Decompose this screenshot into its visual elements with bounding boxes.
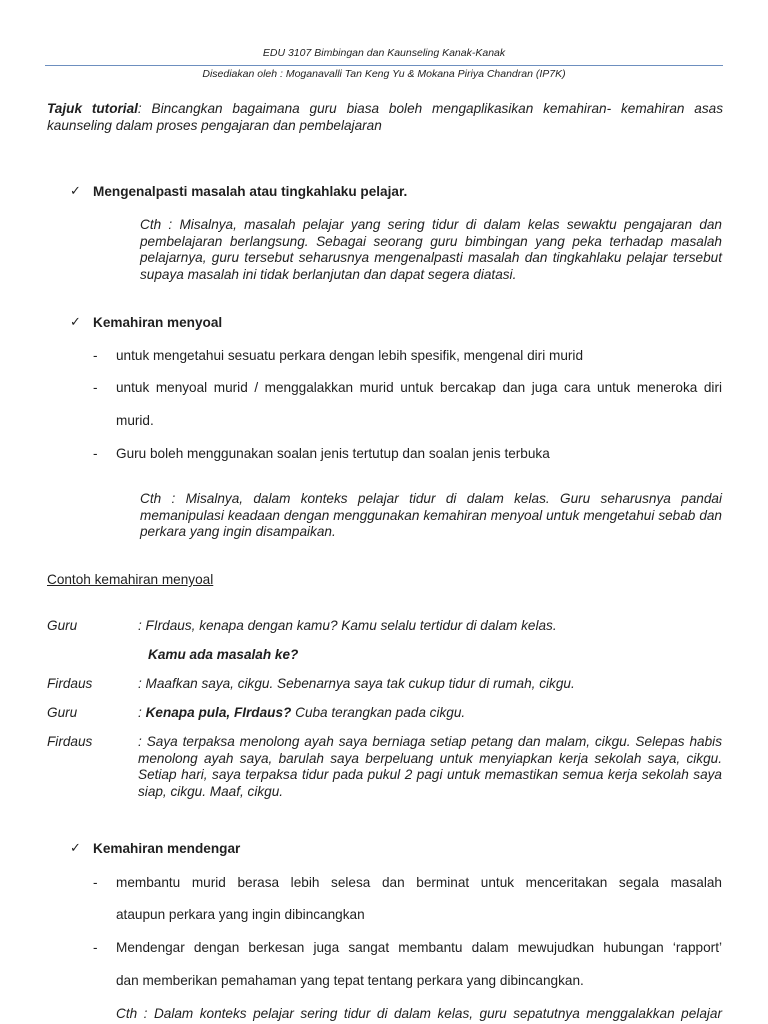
section-heading-menyoal: Kemahiran menyoal	[93, 315, 223, 330]
dialogue-line: : Maafkan saya, cikgu. Sebenarnya saya tak cukup tidur di rumah, cikgu.	[138, 676, 575, 691]
dash-bullet: -	[93, 446, 98, 461]
dialogue-line: : FIrdaus, kenapa dengan kamu? Kamu selalu tertidur di dalam kelas.	[138, 618, 557, 633]
course-header: EDU 3107 Bimbingan dan Kaunseling Kanak-Kanak	[262, 47, 506, 59]
list-item: Guru boleh menggunakan soalan jenis tertutup dan soalan jenis terbuka	[116, 446, 550, 461]
dialogue-bold: Kamu ada masalah ke?	[148, 647, 299, 662]
checkmark-icon: ✓	[70, 840, 81, 855]
speaker-label: Guru	[47, 618, 78, 633]
tutorial-label: Tajuk tutorial	[47, 101, 138, 116]
dialogue-prefix: :	[138, 705, 146, 720]
checkmark-icon: ✓	[70, 183, 81, 198]
dialogue-line	[148, 647, 722, 664]
speaker-label: Guru	[47, 705, 78, 720]
speaker-label: Firdaus	[47, 734, 93, 749]
list-item: Mendengar dengan berkesan juga sangat membantu dalam mewujudkan hubungan ‘rapport’	[116, 940, 722, 955]
list-item: membantu murid berasa lebih selesa dan berminat untuk menceritakan segala masalah	[116, 875, 722, 890]
section-heading-mendengar: Kemahiran mendengar	[93, 841, 241, 856]
checkmark-icon: ✓	[70, 314, 81, 329]
dash-bullet: -	[93, 875, 98, 890]
header-divider	[45, 65, 723, 66]
dialogue-line: : Saya terpaksa menolong ayah saya berniaga setiap petang dan malam, cikgu. Selepas habis menolong ayah saya, barulah saya berpeluang untuk menyiapkan kerja sekolah saya, cikgu. Setiap hari, saya terpaksa tidur pada pukul 2 pagi untuk memastikan semua kerja sekolah saya siap, cikgu. Maaf, cikgu.	[138, 734, 722, 799]
list-item-continuation: dan memberikan pemahaman yang tepat tentang perkara yang dibincangkan.	[116, 973, 584, 988]
list-item-continuation: murid.	[116, 413, 154, 428]
dash-bullet: -	[93, 380, 98, 395]
example-menyoal: Cth : Misalnya, dalam konteks pelajar tidur di dalam kelas. Guru seharusnya pandai memanipulasi keadaan dengan menggunakan kemahiran menyoal untuk mengetahui sebab dan perkara yang ingin disampaikan.	[140, 491, 722, 539]
list-item: untuk mengetahui sesuatu perkara dengan lebih spesifik, mengenal diri murid	[116, 348, 583, 363]
prepared-by: Disediakan oleh : Moganavalli Tan Keng Yu & Mokana Piriya Chandran (IP7K)	[202, 68, 566, 80]
section-heading-mengenalpasti: Mengenalpasti masalah atau tingkahlaku pelajar.	[93, 184, 408, 199]
list-item-continuation: ataupun perkara yang ingin dibincangkan	[116, 907, 365, 922]
example-mendengar: Cth : Dalam konteks pelajar sering tidur di dalam kelas, guru sepatutnya menggalakkan pelajar	[116, 1006, 722, 1021]
contoh-title: Contoh kemahiran menyoal	[47, 572, 214, 587]
dash-bullet: -	[93, 940, 98, 955]
dialogue-line	[138, 705, 722, 722]
dash-bullet: -	[93, 348, 98, 363]
tutorial-title	[47, 101, 723, 134]
example-mengenalpasti: Cth : Misalnya, masalah pelajar yang sering tidur di dalam kelas sewaktu pengajaran dan pembelajaran berlangsung. Sebagai seorang guru bimbingan yang peka terhadap masalah pelajarnya, guru tersebut seharusnya mengenalpasti masalah dan tingkahlaku pelajar tersebut supaya masalah ini tidak berlanjutan dan dapat segera diatasi.	[140, 217, 722, 282]
list-item: untuk menyoal murid / menggalakkan murid untuk bercakap dan juga cara untuk meneroka diri	[116, 380, 722, 395]
tutorial-text: : Bincangkan bagaimana guru biasa boleh mengaplikasikan kemahiran- kemahiran asas kaunseling dalam proses pengajaran dan pembelajaran	[47, 101, 724, 133]
speaker-label: Firdaus	[47, 676, 93, 691]
dialogue-bold: Kenapa pula, FIrdaus?	[145, 705, 292, 720]
dialogue-text: Cuba terangkan pada cikgu.	[291, 705, 466, 720]
